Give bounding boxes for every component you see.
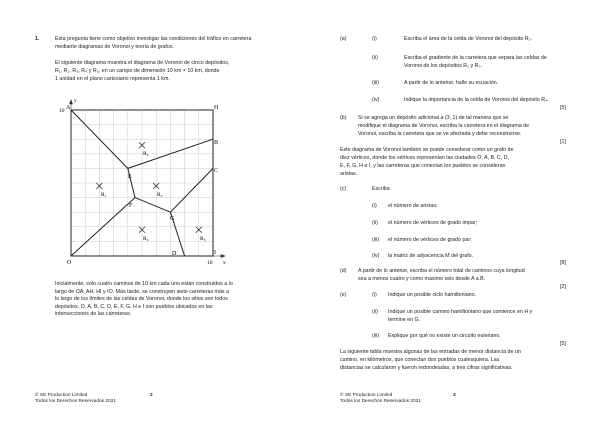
- intro-text: Esta pregunta tiene como objetivo investigar las condiciones del tráfico en carretera mediante diagramas de Voronoi y teoría de grafos.: [55, 36, 252, 50]
- a-iii-num: (iii): [372, 80, 380, 86]
- bottom-line-4: depósitos. O, A, B, C, D, E, F, G, H e I son pueblos ubicados en las: [55, 303, 213, 310]
- left-footer: [35, 393, 116, 405]
- part-c-label: (c): [340, 186, 347, 192]
- bottom-line-5: intersecciones de las carreteras.: [55, 311, 132, 318]
- description-line-1: El siguiente diagrama muestra el diagrama de Voronoi de cinco depósitos,: [55, 60, 230, 66]
- a-i-text: Escriba el área de la celda de Voronoi del depósito R₂.: [404, 36, 533, 42]
- d-line-1: A partir de lo anterior, escriba el número total de caminos cuya longitud: [358, 268, 525, 274]
- bottom-text: [55, 281, 285, 319]
- depots: [96, 142, 201, 233]
- a-ii-line-2: Voronoi de los depósitos R₂ y R₃.: [404, 63, 483, 69]
- a-iv-text: Indique la importancia de la celda de Voronoi del depósito R₄.: [404, 97, 549, 103]
- e-i-num: (i): [372, 292, 377, 298]
- label-F: F: [129, 203, 133, 209]
- voronoi-diagram: [55, 92, 235, 272]
- d-marks: [2]: [560, 284, 566, 290]
- depot-label-R2: R₂: [143, 151, 149, 157]
- a-i-num: (i): [372, 36, 377, 42]
- depot-label-R4: R₄: [143, 236, 149, 242]
- a-ii-line-1: Escriba el gradiente de la carretera que separa las celdas de: [404, 55, 547, 61]
- e-marks: [5]: [560, 341, 566, 347]
- bottom-line-2: largo de OA, AH, HI y IO. Más tarde, se construyen siete carreteras más a: [55, 288, 229, 295]
- part-e-label: (e): [340, 292, 347, 298]
- graph-intro-4: aristas.: [340, 171, 358, 177]
- e-ii-line-2: termine en G.: [388, 317, 421, 323]
- question-number: 1.: [35, 36, 40, 42]
- d-line-2: sea a menos cuatro y como máximo seis desde A a B.: [358, 276, 486, 282]
- label-A: A: [66, 105, 71, 111]
- label-G: G: [170, 216, 175, 222]
- footer-copyright: © SE Production Limited: [35, 393, 88, 398]
- part-b-label: (b): [340, 115, 347, 121]
- c-iv-num: (iv): [372, 253, 380, 259]
- depot-label-R5: R₅: [200, 236, 206, 242]
- page-number: 2: [150, 393, 153, 398]
- a-iii-text: A partir de lo anterior, halle su ecuación.: [404, 80, 499, 86]
- e-iii-num: (iii): [372, 333, 380, 339]
- e-ii-num: (ii): [372, 309, 378, 315]
- axis-y-label: y: [74, 98, 77, 104]
- a-iv-num: (iv): [372, 97, 380, 103]
- e-i-text: Indique un posible ciclo hamiltoniano.: [388, 292, 477, 298]
- label-O: O: [67, 260, 72, 266]
- e-ii-line-1: Indique un posible camino hamiltoniano que comience en H y: [388, 309, 533, 315]
- c-iii-num: (iii): [372, 237, 380, 243]
- depot-label-R1: R₁: [101, 192, 107, 198]
- axis-x-label: x: [223, 260, 226, 266]
- table-intro-3: distancias se calcularon y fueron redondeadas, a tres cifras significativas.: [340, 365, 513, 371]
- bottom-line-3: lo largo de los límites de las celdas de Voronoi, donde los sitios son todos: [55, 296, 228, 303]
- description-line-2: R₁, R₂, R₃, R₄ y R₅, en un campo de dimensión 10 km × 10 km, donde: [55, 68, 220, 74]
- axis-y-10: 10: [59, 108, 65, 114]
- e-iii-text: Explique por qué no existe un circuito euleriano.: [388, 333, 501, 339]
- axes: [70, 100, 226, 258]
- a-marks: [5]: [560, 105, 566, 111]
- b-line-1: Si se agrega un depósito adicional a (3, 1) de tal manera que se: [358, 115, 509, 121]
- label-H: H: [214, 105, 219, 111]
- label-I: I: [214, 250, 216, 256]
- footer-copyright: © SE Production Limited: [340, 393, 393, 398]
- part-a-label: (a): [340, 36, 347, 42]
- c-iv-text: la matriz de adyacencia M del grafo.: [388, 253, 474, 259]
- footer-rights: Todos los Derechos Reservados 2021: [340, 399, 422, 405]
- c-i-text: el número de aristas;: [388, 203, 438, 209]
- label-E: E: [128, 174, 132, 180]
- bottom-line-1: Inicialmente, solo cuatro caminos de 10 km cada uno están construidos a lo: [55, 281, 233, 287]
- c-head: Escriba: [372, 186, 390, 192]
- part-d-label: (d): [340, 268, 347, 274]
- label-D: D: [172, 251, 177, 257]
- description-line-3: 1 unidad en el plano cartesiano representa 1 km.: [55, 76, 170, 82]
- right-footer: [340, 393, 421, 405]
- page-number: 3: [453, 393, 456, 398]
- table-intro-2: camino, en kilómetros, que conectan dos pueblos cualesquiera. Las: [340, 357, 500, 363]
- graph-intro-1: Este diagrama de Voronoi también se puede considerar como un grafo de: [340, 147, 514, 153]
- graph-intro-3: E, F, G, H e I, y las carreteras que conectan los pueblos se consideran: [340, 163, 506, 169]
- b-line-3: Voronoi, escriba la carretera que se ve afectada y debe reconstruirse.: [358, 131, 522, 137]
- depot-label-R3: R₃: [157, 192, 163, 198]
- a-ii-num: (ii): [372, 55, 378, 61]
- c-marks: [8]: [560, 260, 566, 266]
- table-intro-1: La siguiente tabla muestra algunas de las entradas de menor distancia de un: [340, 349, 521, 355]
- c-ii-text: el número de vértices de grado impar;: [388, 220, 478, 226]
- footer-rights: Todos los Derechos Reservados 2021: [35, 399, 117, 405]
- b-line-2: modifique el diagrama de Voronoi, escriba la carretera en el diagrama de: [358, 123, 530, 129]
- label-B: B: [214, 140, 219, 146]
- right-page: [300, 0, 600, 424]
- c-i-num: (i): [372, 203, 377, 209]
- c-ii-num: (ii): [372, 220, 378, 226]
- axis-x-10: 10: [207, 260, 213, 266]
- label-C: C: [214, 168, 219, 174]
- c-iii-text: el número de vértices de grado par;: [388, 237, 472, 243]
- b-marks: [1]: [560, 139, 566, 145]
- graph-intro-2: diez vértices, donde los vértices representan las ciudades O, A, B, C, D,: [340, 155, 509, 161]
